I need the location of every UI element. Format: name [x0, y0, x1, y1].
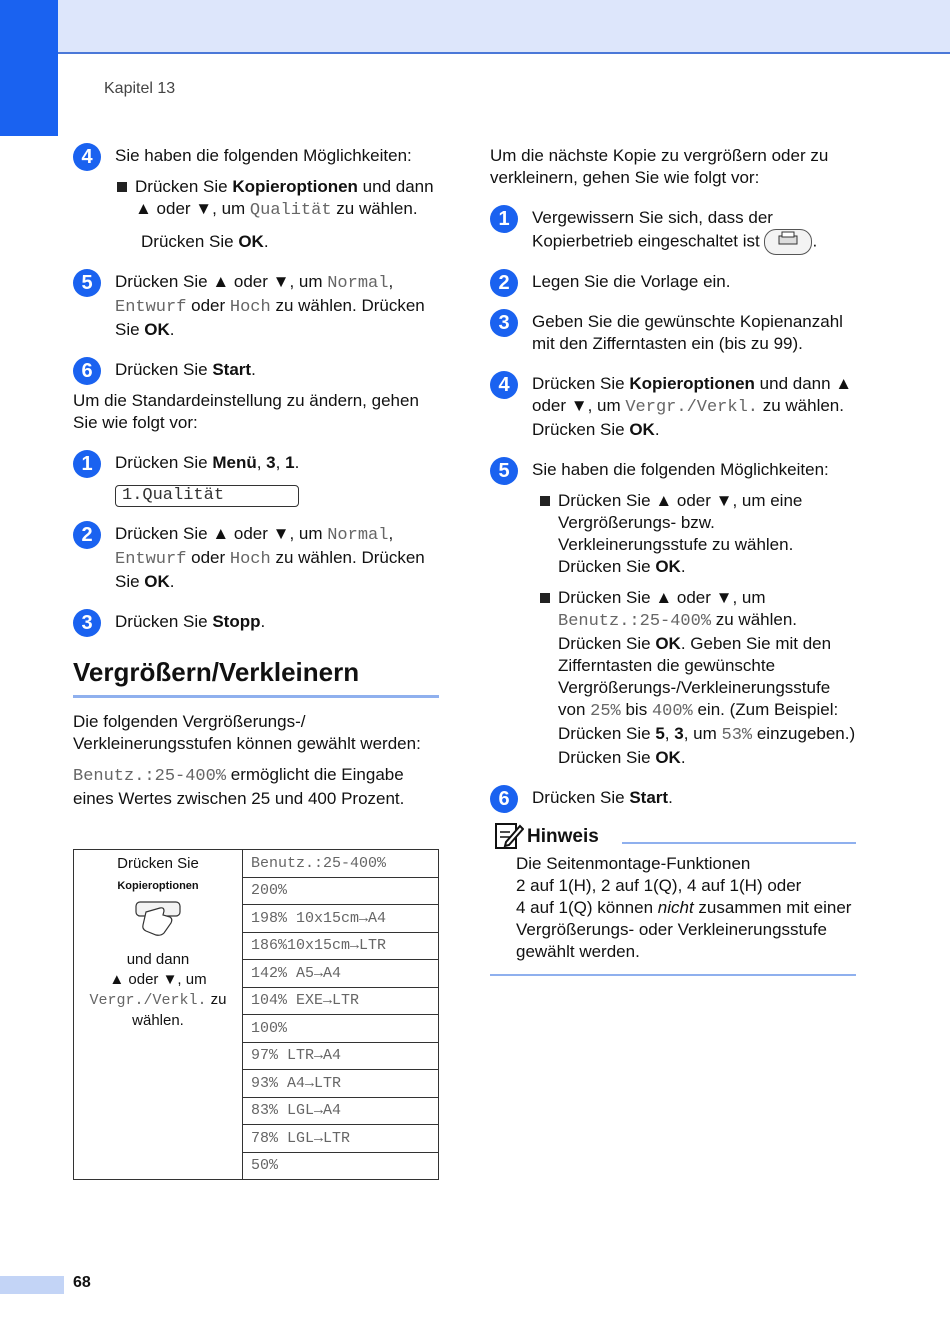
zoom-table: [73, 849, 439, 1180]
zoom-option: 198% 10x15cm→A4: [243, 905, 439, 933]
copy-mode-button-icon: [764, 229, 812, 255]
intro-paragraph: Um die Standardeinstellung zu ändern, gehen Sie wie folgt vor:: [73, 391, 419, 432]
page-number: 68: [73, 1274, 91, 1291]
kopieroptionen-label: Kopieroptionen: [117, 880, 199, 892]
left-column: [73, 145, 439, 810]
step-number: 6: [490, 785, 518, 813]
setting-step-1: 1 Drücken Sie Menü, 3, 1. 1.Qualität: [73, 452, 439, 507]
heading-rule: [73, 695, 439, 698]
option-sub: Drücken Sie OK.: [141, 232, 269, 251]
section-heading: Vergrößern/Verkleinern: [73, 657, 360, 687]
instruction-cell: Drücken Sie Kopieroptionen und dann ▲ oder ▼, um Vergr./Verkl. zu wählen.: [74, 850, 243, 1180]
option-bullet: Drücken Sie ▲ oder ▼, um eine Vergrößerungs- bzw. Verkleinerungsstufe zu wählen. Drücken Sie OK.: [538, 490, 856, 578]
step-1: 1 Vergewissern Sie sich, dass der Kopierbetrieb eingeschaltet ist .: [490, 207, 856, 255]
step-number: 3: [73, 609, 101, 637]
step-4: [73, 145, 439, 253]
setting-step-2: 2 Drücken Sie ▲ oder ▼, um Normal, Entwurf oder Hoch zu wählen. Drücken Sie OK.: [73, 523, 439, 593]
step-5: 5 Sie haben die folgenden Möglichkeiten: Drücken Sie ▲ oder ▼, um eine Vergrößerungs- bzw. Verkleinerungsstufe zu wählen. Drücken Sie OK. Drücken Sie ▲ oder ▼, um Benutz.:25-400% zu wählen. Drücken Sie OK. Geben Sie mit den Zifferntasten die gewünschte Vergrößerungs-/Verkleinerungsstufe von 25% bis 400% ein. (Zum Beispiel: Drücken Sie 5, 3, um 53% einzugeben.) Drücken Sie OK.: [490, 459, 856, 769]
zoom-option: 93% A4→LTR: [243, 1070, 439, 1098]
option-bullet: Drücken Sie Kopieroptionen und dann ▲ oder ▼, um Qualität zu wählen.: [115, 176, 439, 222]
chapter-tab: [0, 0, 58, 136]
chapter-label: Kapitel 13: [104, 80, 176, 97]
setting-step-3: 3 Drücken Sie Stopp.: [73, 611, 439, 633]
step-number: 3: [490, 309, 518, 337]
zoom-option: Benutz.:25-400%: [243, 850, 439, 878]
paragraph: Benutz.:25-400% ermöglicht die Eingabe eines Wertes zwischen 25 und 400 Prozent.: [73, 765, 405, 808]
note-icon: [494, 820, 524, 855]
step-number: 2: [490, 269, 518, 297]
zoom-option: 78% LGL→LTR: [243, 1125, 439, 1153]
header-band: [0, 0, 950, 54]
zoom-option: 100%: [243, 1015, 439, 1043]
zoom-option: 97% LTR→A4: [243, 1042, 439, 1070]
note-title-rule: [622, 842, 856, 844]
step-number: 1: [73, 450, 101, 478]
note-title: Hinweis: [527, 826, 599, 847]
step-number: 6: [73, 357, 101, 385]
kopieroptionen-button-icon: [126, 898, 190, 938]
step-5: 5 Drücken Sie ▲ oder ▼, um Normal, Entwurf oder Hoch zu wählen. Drücken Sie OK.: [73, 271, 439, 341]
note-bottom-rule: [490, 974, 856, 976]
zoom-option: 142% A5→A4: [243, 960, 439, 988]
step-6: 6 Drücken Sie Start.: [490, 787, 856, 809]
step-2: 2 Legen Sie die Vorlage ein.: [490, 271, 856, 293]
paragraph: Die folgenden Vergrößerungs-/ Verkleinerungsstufen können gewählt werden:: [73, 712, 421, 753]
footer-band: [0, 1276, 64, 1294]
intro-paragraph: Um die nächste Kopie zu vergrößern oder zu verkleinern, gehen Sie wie folgt vor:: [490, 146, 829, 187]
step-number: 1: [490, 205, 518, 233]
step-4: 4 Drücken Sie Kopieroptionen und dann ▲ oder ▼, um Vergr./Verkl. zu wählen. Drücken Sie OK.: [490, 373, 856, 441]
zoom-option: 83% LGL→A4: [243, 1097, 439, 1125]
zoom-option: 104% EXE→LTR: [243, 987, 439, 1015]
step-number: 4: [490, 371, 518, 399]
zoom-option: 50%: [243, 1152, 439, 1180]
note-body: Die Seitenmontage-Funktionen 2 auf 1(H), 2 auf 1(Q), 4 auf 1(H) oder 4 auf 1(Q) können nicht zusammen mit einer Vergrößerungs- oder Verkleinerungsstufe gewählt werden.: [516, 854, 852, 961]
lcd-display: 1.Qualität: [115, 485, 299, 507]
step-6: 6 Drücken Sie Start.: [73, 359, 439, 381]
step-text: Sie haben die folgenden Möglichkeiten:: [115, 146, 412, 165]
step-number: 4: [73, 143, 101, 171]
step-number: 2: [73, 521, 101, 549]
step-3: 3 Geben Sie die gewünschte Kopienanzahl mit den Zifferntasten ein (bis zu 99).: [490, 311, 856, 355]
option-bullet: Drücken Sie ▲ oder ▼, um Benutz.:25-400% zu wählen. Drücken Sie OK. Geben Sie mit den Zifferntasten die gewünschte Vergrößerungs-/Verkleinerungsstufe von 25% bis 400% ein. (Zum Beispiel: Drücken Sie 5, 3, um 53% einzugeben.) Drücken Sie OK.: [538, 587, 856, 769]
step-number: 5: [73, 269, 101, 297]
zoom-option: 186%10x15cm→LTR: [243, 932, 439, 960]
right-column: [490, 145, 856, 809]
zoom-option: 200%: [243, 877, 439, 905]
step-number: 5: [490, 457, 518, 485]
